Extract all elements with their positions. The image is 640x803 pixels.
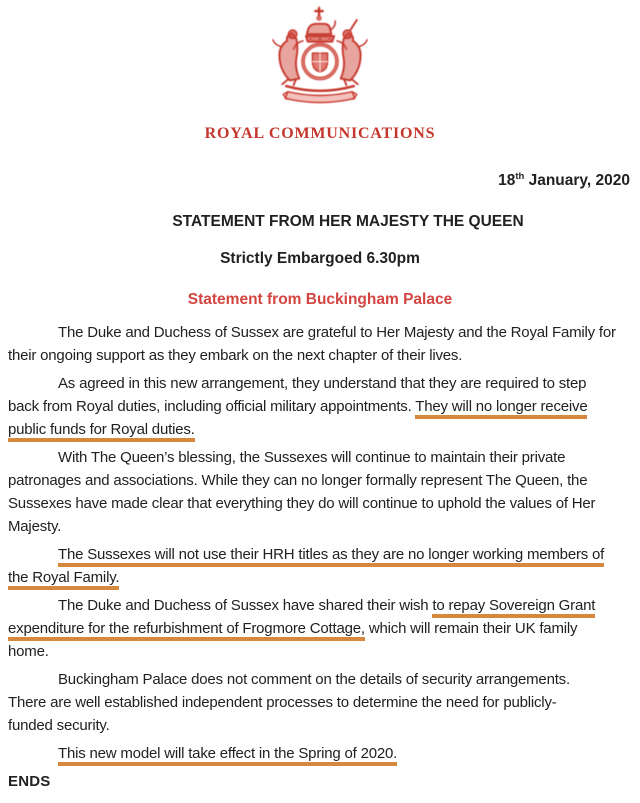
date-rest: January, 2020	[524, 172, 630, 190]
body-text-segment: funded security.	[8, 717, 110, 735]
ends-marker: ENDS	[8, 773, 51, 791]
statement-paragraph-3	[8, 446, 632, 538]
embargo-note: Strictly Embargoed 6.30pm	[220, 250, 420, 268]
royal-coat-of-arms-icon	[254, 4, 386, 109]
underlined-text: They will no longer receive	[415, 398, 587, 419]
body-text-segment: Majesty.	[8, 518, 62, 536]
body-text-segment: The Duke and Duchess of Sussex have shared their wish	[58, 597, 433, 615]
body-text-segment: which will remain their UK family	[364, 620, 578, 638]
statement-paragraph-7	[8, 742, 632, 765]
body-text-segment: There are well established independent processes to determine the need for publicly-	[8, 694, 557, 712]
body-text-segment: Sussexes have made clear that everything they do will continue to uphold the values of Her	[8, 495, 596, 513]
statement-paragraph-4	[8, 543, 632, 589]
statement-paragraph-2	[8, 372, 632, 441]
underlined-text: expenditure for the refurbishment of Frogmore Cottage,	[8, 620, 365, 641]
body-text-segment: home.	[8, 643, 49, 661]
underlined-text: This new model will take effect in the Spring of 2020.	[58, 745, 397, 766]
date-ordinal: th	[515, 171, 525, 182]
body-text-segment: back from Royal duties, including official military appointments.	[8, 398, 416, 416]
underlined-text: The Sussexes will not use their HRH titles as they are no longer working members of	[58, 546, 604, 567]
body-text-segment: patronages and associations. While they can no longer formally represent The Queen, the	[8, 472, 588, 490]
statement-body	[8, 321, 632, 765]
statement-subtitle: Statement from Buckingham Palace	[187, 291, 453, 309]
statement-paragraph-5	[8, 594, 632, 663]
underlined-text: public funds for Royal duties.	[8, 421, 195, 442]
body-text-segment: With The Queen’s blessing, the Sussexes will continue to maintain their private	[58, 449, 566, 467]
body-text-segment: As agreed in this new arrangement, they understand that they are required to step	[58, 375, 587, 393]
date-day: 18	[498, 172, 516, 190]
underlined-text: the Royal Family.	[8, 569, 119, 590]
underlined-text: to repay Sovereign Grant	[432, 597, 595, 618]
body-text-segment: Buckingham Palace does not comment on the details of security arrangements.	[58, 671, 570, 689]
org-title: ROYAL COMMUNICATIONS	[204, 125, 436, 142]
statement-paragraph-1	[8, 321, 632, 367]
statement-title: STATEMENT FROM HER MAJESTY THE QUEEN	[172, 213, 524, 231]
document-date	[8, 167, 632, 190]
statement-paragraph-6	[8, 668, 632, 737]
body-text-segment: The Duke and Duchess of Sussex are grateful to Her Majesty and the Royal Family for	[58, 324, 616, 342]
body-text-segment: their ongoing support as they embark on the next chapter of their lives.	[8, 347, 463, 365]
